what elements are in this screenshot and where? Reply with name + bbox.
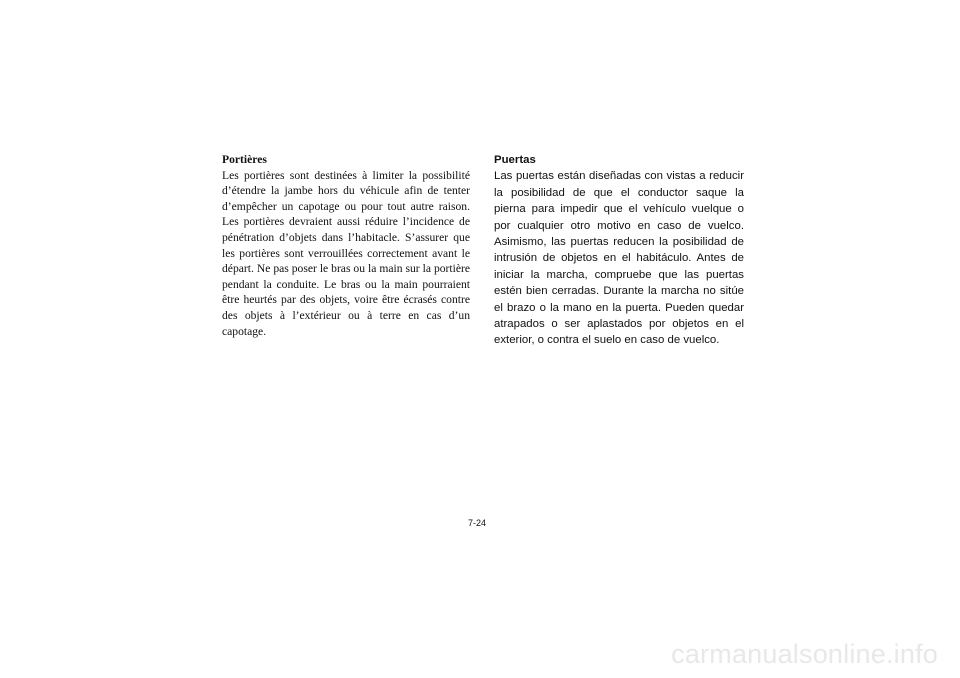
spanish-column — [494, 152, 744, 349]
spanish-body-text: Las puertas están diseñadas con vistas a reducir la posibilidad de que el conductor saque la pierna para impedir que el vehículo vuelque o por cualquier otro motivo en caso de vuelco. Asimismo, las puertas reducen la posibilidad de intrusión de objetos en el habitáculo. Antes de iniciar la marcha, compruebe que las puertas estén bien cerradas. Durante la marcha no sitúe el brazo o la mano en la puerta. Pueden quedar atrapados o ser aplastados por objetos en el exterior, o contra el suelo en caso de vuelco. — [494, 170, 744, 347]
spanish-heading: Puertas — [494, 154, 536, 166]
french-body-text: Les portières sont destinées à limiter la possibilité d’étendre la jambe hors du véhicule afin de tenter d’empêcher un capotage ou pour tout autre raison. Les portières devraient aussi réduire l’incidence de pénétration d’objets dans l’habitacle. S’assurer que les portières sont verrouillées correctement avant le départ. Ne pas poser le bras ou la main sur la portière pendant la conduite. Le bras ou la main pourraient être heurtés par des objets, voire être écrasés contre des objets à l’extérieur ou à terre en cas d’un capotage. — [222, 168, 470, 338]
page-number: 7-24 — [468, 518, 487, 528]
french-heading: Portières — [222, 153, 267, 166]
french-column — [222, 152, 470, 339]
watermark-text: carmanualsonline.info — [671, 639, 938, 669]
